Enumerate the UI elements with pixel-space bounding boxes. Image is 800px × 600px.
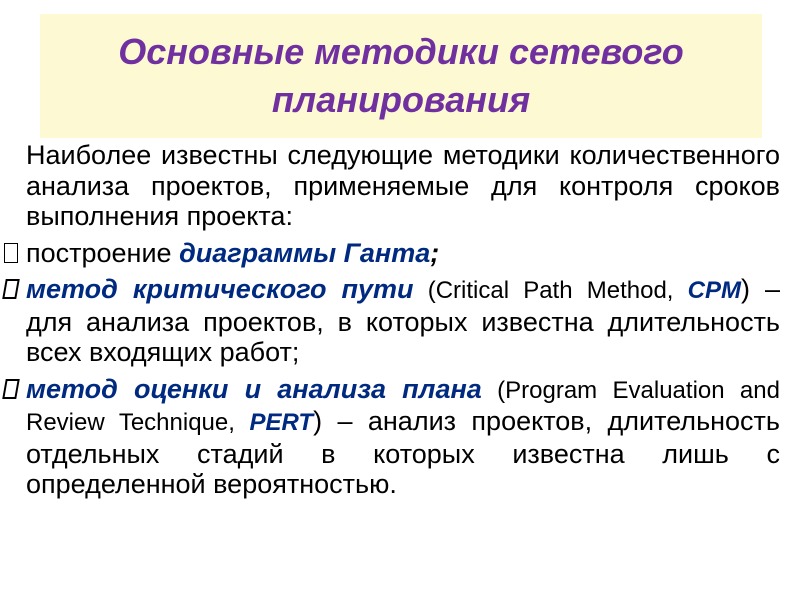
gantt-suffix: ;: [430, 237, 440, 268]
cpm-rest: – для анализа проектов, в которых известна длительность всех входящих работ;: [26, 274, 781, 367]
list-item-gantt: [0, 238, 780, 269]
pert-latin-close: ): [313, 406, 323, 436]
list-item-pert: [0, 374, 780, 500]
square-bullet-icon: [2, 279, 20, 299]
intro-paragraph: Наиболее известны следующие методики количественного анализа проектов, применяемые для контроля сроков выполнения проекта:: [26, 140, 780, 231]
pert-latin-open: (Program Evaluation and Review Technique,: [26, 376, 780, 436]
slide-title-line-2: планирования: [271, 79, 531, 120]
square-bullet-icon: [2, 379, 20, 399]
cpm-term: метод критического пути: [26, 274, 414, 304]
title-box: [40, 14, 762, 138]
square-bullet-icon: [4, 243, 18, 263]
list-item-cpm: [0, 274, 780, 368]
cpm-latin-open: (Critical Path Method,: [413, 277, 688, 304]
gantt-term: диаграммы Ганта: [179, 237, 431, 268]
cpm-latin-close: ): [740, 274, 750, 304]
pert-abbr: PERT: [249, 409, 314, 436]
pert-rest: – анализ проектов, длительность отдельных стадий в которых известна лишь с определенной вероятностью.: [26, 406, 780, 499]
cpm-abbr: CPM: [687, 277, 741, 304]
gantt-prefix: построение: [26, 237, 180, 268]
pert-term: метод оценки и анализа плана: [26, 373, 482, 404]
slide-body: [0, 140, 780, 500]
slide-title-line-1: Основные методики сетевого: [118, 31, 684, 72]
